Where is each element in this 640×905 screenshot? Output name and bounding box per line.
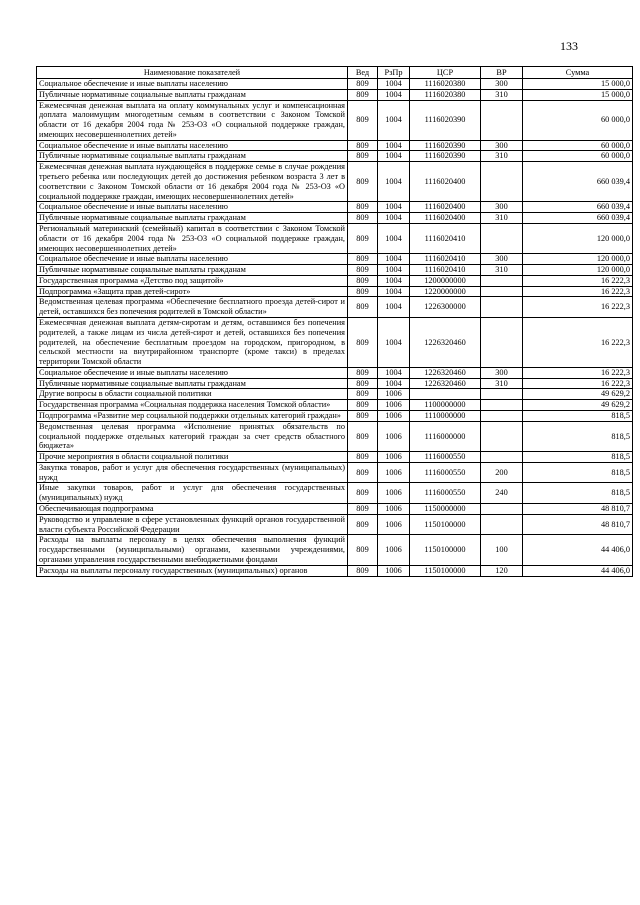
cell-csr: 1220000000 — [410, 286, 481, 297]
cell-name: Публичные нормативные социальные выплаты гражданам — [37, 151, 348, 162]
cell-sum: 60 000,0 — [523, 151, 633, 162]
cell-name: Подпрограмма «Защита прав детей-сирот» — [37, 286, 348, 297]
cell-name: Руководство и управление в сфере установленных функций органов государственной власти субъекта Российской Федерации — [37, 514, 348, 535]
cell-ved: 809 — [348, 79, 378, 90]
cell-sum: 49 629,2 — [523, 389, 633, 400]
cell-ved: 809 — [348, 411, 378, 422]
cell-rzpr: 1004 — [378, 275, 410, 286]
cell-ved: 809 — [348, 504, 378, 515]
cell-name: Ведомственная целевая программа «Исполнение принятых обязательств по социальной поддержке отдельных категорий граждан за счет средств областного бюджета» — [37, 421, 348, 451]
cell-sum: 818,5 — [523, 452, 633, 463]
cell-csr: 1116020410 — [410, 265, 481, 276]
cell-csr: 1226300000 — [410, 297, 481, 318]
cell-sum: 48 810,7 — [523, 514, 633, 535]
table-row — [37, 504, 633, 515]
cell-ved: 809 — [348, 275, 378, 286]
cell-vr — [481, 452, 523, 463]
cell-rzpr: 1004 — [378, 100, 410, 140]
cell-name: Другие вопросы в области социальной политики — [37, 389, 348, 400]
cell-name: Государственная программа «Детство под защитой» — [37, 275, 348, 286]
cell-sum: 49 629,2 — [523, 400, 633, 411]
table-row — [37, 483, 633, 504]
table-row — [37, 151, 633, 162]
cell-ved: 809 — [348, 151, 378, 162]
cell-name: Ежемесячная денежная выплата на оплату коммунальных услуг и компенсационная доплата малоимущим многодетным семьям в соответствии с Законом Томской области от 16 декабря 2004 года № 253-ОЗ «О социальной поддержке граждан, имеющих несовершеннолетних детей» — [37, 100, 348, 140]
cell-name: Региональный материнский (семейный) капитал в соответствии с Законом Томской области от 16 декабря 2004 года № 253-ОЗ «О социальной поддержке граждан, имеющих несовершеннолетних детей» — [37, 223, 348, 253]
cell-rzpr: 1004 — [378, 162, 410, 202]
cell-sum: 15 000,0 — [523, 89, 633, 100]
cell-vr: 310 — [481, 89, 523, 100]
cell-sum: 120 000,0 — [523, 223, 633, 253]
cell-vr — [481, 317, 523, 367]
table-row — [37, 378, 633, 389]
cell-csr: 1116000550 — [410, 483, 481, 504]
cell-vr: 120 — [481, 565, 523, 576]
cell-sum: 120 000,0 — [523, 265, 633, 276]
cell-ved: 809 — [348, 100, 378, 140]
cell-ved: 809 — [348, 421, 378, 451]
header-vr: ВР — [481, 67, 523, 79]
cell-vr — [481, 297, 523, 318]
cell-name: Социальное обеспечение и иные выплаты населению — [37, 254, 348, 265]
cell-csr: 1150100000 — [410, 535, 481, 565]
cell-rzpr: 1004 — [378, 151, 410, 162]
cell-rzpr: 1006 — [378, 400, 410, 411]
cell-name: Социальное обеспечение и иные выплаты населению — [37, 140, 348, 151]
cell-csr: 1116020390 — [410, 100, 481, 140]
cell-ved: 809 — [348, 389, 378, 400]
cell-sum: 44 406,0 — [523, 535, 633, 565]
table-row — [37, 565, 633, 576]
cell-vr: 200 — [481, 462, 523, 483]
cell-vr: 310 — [481, 151, 523, 162]
cell-ved: 809 — [348, 162, 378, 202]
table-row — [37, 286, 633, 297]
cell-sum: 16 222,3 — [523, 297, 633, 318]
cell-rzpr: 1006 — [378, 483, 410, 504]
table-row — [37, 275, 633, 286]
table-row — [37, 421, 633, 451]
cell-csr: 1116020400 — [410, 213, 481, 224]
cell-ved: 809 — [348, 452, 378, 463]
cell-vr — [481, 275, 523, 286]
cell-csr: 1116020410 — [410, 254, 481, 265]
cell-vr: 300 — [481, 79, 523, 90]
cell-rzpr: 1006 — [378, 389, 410, 400]
table-row — [37, 202, 633, 213]
cell-rzpr: 1006 — [378, 535, 410, 565]
cell-csr: 1226320460 — [410, 317, 481, 367]
cell-ved: 809 — [348, 254, 378, 265]
cell-name: Ежемесячная денежная выплата нуждающейся в поддержке семье в случае рождения третьего ребенка или последующих детей до достижения ребенком возраста 3 лет в соответствии с Законом Томской области от 16 декабря 2004 года № 253-ОЗ «О социальной поддержке граждан, имеющих несовершеннолетних детей» — [37, 162, 348, 202]
table-row — [37, 411, 633, 422]
table-row — [37, 297, 633, 318]
table-row — [37, 462, 633, 483]
cell-csr: 1116000550 — [410, 452, 481, 463]
table-row — [37, 452, 633, 463]
cell-name: Иные закупки товаров, работ и услуг для обеспечения государственных (муниципальных) нужд — [37, 483, 348, 504]
table-row — [37, 389, 633, 400]
cell-vr: 300 — [481, 140, 523, 151]
cell-rzpr: 1006 — [378, 462, 410, 483]
cell-ved: 809 — [348, 265, 378, 276]
cell-csr: 1226320460 — [410, 367, 481, 378]
table-row — [37, 265, 633, 276]
cell-vr: 310 — [481, 213, 523, 224]
cell-sum: 44 406,0 — [523, 565, 633, 576]
cell-csr: 1116020400 — [410, 162, 481, 202]
cell-csr: 1116000000 — [410, 421, 481, 451]
cell-csr: 1116020380 — [410, 89, 481, 100]
table-row — [37, 367, 633, 378]
cell-name: Закупка товаров, работ и услуг для обеспечения государственных (муниципальных) нужд — [37, 462, 348, 483]
table-row — [37, 400, 633, 411]
cell-name: Публичные нормативные социальные выплаты гражданам — [37, 265, 348, 276]
cell-sum: 120 000,0 — [523, 254, 633, 265]
cell-sum: 60 000,0 — [523, 140, 633, 151]
cell-ved: 809 — [348, 565, 378, 576]
cell-vr — [481, 514, 523, 535]
header-name: Наименование показателей — [37, 67, 348, 79]
cell-csr — [410, 389, 481, 400]
table-row — [37, 223, 633, 253]
cell-name: Социальное обеспечение и иные выплаты населению — [37, 79, 348, 90]
cell-rzpr: 1006 — [378, 514, 410, 535]
cell-rzpr: 1004 — [378, 202, 410, 213]
cell-ved: 809 — [348, 140, 378, 151]
cell-name: Социальное обеспечение и иные выплаты населению — [37, 367, 348, 378]
cell-sum: 16 222,3 — [523, 286, 633, 297]
cell-csr: 1226320460 — [410, 378, 481, 389]
cell-csr: 1150100000 — [410, 565, 481, 576]
cell-ved: 809 — [348, 367, 378, 378]
cell-vr: 310 — [481, 378, 523, 389]
table-row — [37, 79, 633, 90]
cell-ved: 809 — [348, 514, 378, 535]
cell-ved: 809 — [348, 202, 378, 213]
table-row — [37, 162, 633, 202]
cell-ved: 809 — [348, 462, 378, 483]
cell-ved: 809 — [348, 483, 378, 504]
cell-csr: 1116020410 — [410, 223, 481, 253]
table-header-row — [37, 67, 633, 79]
cell-rzpr: 1004 — [378, 213, 410, 224]
cell-vr — [481, 411, 523, 422]
cell-rzpr: 1006 — [378, 452, 410, 463]
cell-csr: 1100000000 — [410, 400, 481, 411]
cell-rzpr: 1004 — [378, 297, 410, 318]
cell-ved: 809 — [348, 378, 378, 389]
cell-vr — [481, 100, 523, 140]
header-rzpr: РзПр — [378, 67, 410, 79]
cell-vr — [481, 223, 523, 253]
cell-sum: 16 222,3 — [523, 275, 633, 286]
cell-sum: 16 222,3 — [523, 378, 633, 389]
cell-name: Расходы на выплаты персоналу в целях обеспечения выполнения функций государственными (муниципальными) органами, казенными учреждениями, органами управления государственными внебюджетными фондами — [37, 535, 348, 565]
cell-sum: 48 810,7 — [523, 504, 633, 515]
cell-vr — [481, 400, 523, 411]
cell-vr — [481, 504, 523, 515]
cell-vr: 100 — [481, 535, 523, 565]
cell-rzpr: 1004 — [378, 317, 410, 367]
table-row — [37, 514, 633, 535]
cell-csr: 1116020390 — [410, 140, 481, 151]
cell-vr: 310 — [481, 265, 523, 276]
cell-name: Прочие мероприятия в области социальной политики — [37, 452, 348, 463]
cell-ved: 809 — [348, 535, 378, 565]
cell-rzpr: 1006 — [378, 421, 410, 451]
cell-rzpr: 1006 — [378, 565, 410, 576]
cell-sum: 818,5 — [523, 411, 633, 422]
cell-rzpr: 1004 — [378, 223, 410, 253]
cell-name: Обеспечивающая подпрограмма — [37, 504, 348, 515]
cell-sum: 818,5 — [523, 483, 633, 504]
cell-csr: 1116000550 — [410, 462, 481, 483]
header-sum: Сумма — [523, 67, 633, 79]
cell-name: Ежемесячная денежная выплата детям-сиротам и детям, оставшимся без попечения родителей, а также лицам из числа детей-сирот и детей, оставшихся без попечения родителей, на обеспечение бесплатным проездом на городском, пригородном, в сельской местности на внутрирайонном транспорте (кроме такси) в пределах территории Томской области — [37, 317, 348, 367]
cell-sum: 15 000,0 — [523, 79, 633, 90]
cell-csr: 1116020390 — [410, 151, 481, 162]
cell-csr: 1110000000 — [410, 411, 481, 422]
table-row — [37, 254, 633, 265]
cell-ved: 809 — [348, 297, 378, 318]
cell-rzpr: 1004 — [378, 89, 410, 100]
cell-vr: 300 — [481, 367, 523, 378]
cell-name: Публичные нормативные социальные выплаты гражданам — [37, 378, 348, 389]
cell-sum: 16 222,3 — [523, 367, 633, 378]
cell-name: Расходы на выплаты персоналу государственных (муниципальных) органов — [37, 565, 348, 576]
table-row — [37, 317, 633, 367]
cell-ved: 809 — [348, 400, 378, 411]
cell-ved: 809 — [348, 317, 378, 367]
cell-ved: 809 — [348, 223, 378, 253]
table-row — [37, 100, 633, 140]
cell-csr: 1200000000 — [410, 275, 481, 286]
cell-ved: 809 — [348, 89, 378, 100]
cell-vr: 300 — [481, 254, 523, 265]
table-row — [37, 213, 633, 224]
cell-sum: 818,5 — [523, 462, 633, 483]
header-csr: ЦСР — [410, 67, 481, 79]
page-number: 133 — [560, 39, 578, 53]
cell-vr: 300 — [481, 202, 523, 213]
cell-sum: 818,5 — [523, 421, 633, 451]
cell-sum: 660 039,4 — [523, 202, 633, 213]
header-ved: Вед — [348, 67, 378, 79]
cell-ved: 809 — [348, 286, 378, 297]
cell-name: Подпрограмма «Развитие мер социальной поддержки отдельных категорий граждан» — [37, 411, 348, 422]
cell-sum: 60 000,0 — [523, 100, 633, 140]
cell-rzpr: 1004 — [378, 254, 410, 265]
cell-name: Публичные нормативные социальные выплаты гражданам — [37, 89, 348, 100]
cell-vr — [481, 162, 523, 202]
table-row — [37, 89, 633, 100]
cell-rzpr: 1004 — [378, 140, 410, 151]
cell-ved: 809 — [348, 213, 378, 224]
table-row — [37, 535, 633, 565]
cell-rzpr: 1004 — [378, 367, 410, 378]
cell-sum: 660 039,4 — [523, 213, 633, 224]
cell-name: Социальное обеспечение и иные выплаты населению — [37, 202, 348, 213]
cell-csr: 1116020400 — [410, 202, 481, 213]
cell-vr: 240 — [481, 483, 523, 504]
cell-rzpr: 1006 — [378, 504, 410, 515]
cell-sum: 16 222,3 — [523, 317, 633, 367]
cell-sum: 660 039,4 — [523, 162, 633, 202]
cell-csr: 1150000000 — [410, 504, 481, 515]
cell-name: Публичные нормативные социальные выплаты гражданам — [37, 213, 348, 224]
cell-name: Государственная программа «Социальная поддержка населения Томской области» — [37, 400, 348, 411]
table-row — [37, 140, 633, 151]
budget-table — [36, 66, 633, 577]
cell-rzpr: 1004 — [378, 286, 410, 297]
cell-rzpr: 1004 — [378, 79, 410, 90]
cell-vr — [481, 421, 523, 451]
cell-rzpr: 1004 — [378, 265, 410, 276]
cell-rzpr: 1004 — [378, 378, 410, 389]
cell-rzpr: 1006 — [378, 411, 410, 422]
cell-csr: 1150100000 — [410, 514, 481, 535]
cell-vr — [481, 286, 523, 297]
cell-csr: 1116020380 — [410, 79, 481, 90]
cell-name: Ведомственная целевая программа «Обеспечение бесплатного проезда детей-сирот и детей, оставшихся без попечения родителей в Томской области» — [37, 297, 348, 318]
cell-vr — [481, 389, 523, 400]
